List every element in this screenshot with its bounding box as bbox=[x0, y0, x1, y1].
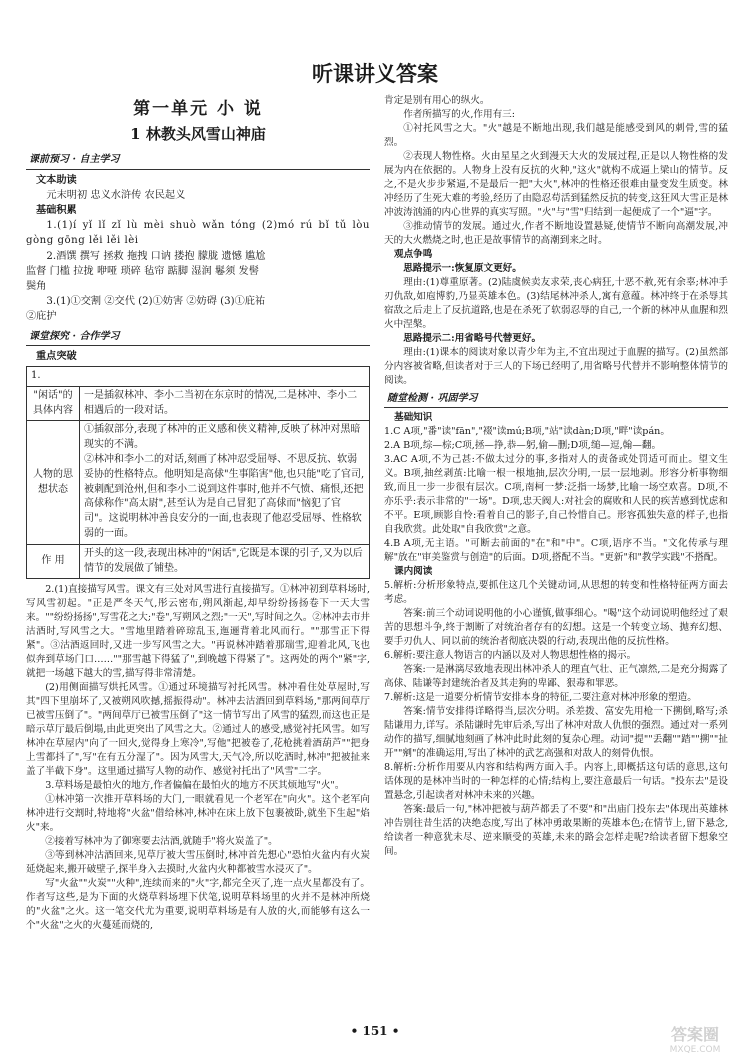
paragraph: ③等到林冲沽酒回来,见草厅被大雪压倒时,林冲首先想心"恐怕火盆内有火炭延烧起来,搬开破壁子,探半身入去摸时,火盆内火种都被雪水浸灭了"。 bbox=[26, 850, 370, 876]
paragraph: ②表现人物性格。火由星星之火到漫天大火的发展过程,正是以人物性格的发展为内在依据的。人物身上没有反抗的火种,"这火"就构不成逼上梁山的情节。反之,不是火步步紧逼,不是最后一把"大火",林冲的性格还很难由量变发生质变。林冲经历了生死大难的考验,经历了由隐忍苟活到猛然反抗的转变,这狂风大雪正是林冲波涛汹涌的内心世界的真实写照。"火"与"雪"归结到一起便成了一个"逼"字。 bbox=[384, 151, 728, 218]
answer-item: 4.B A项,无主语。"可断去前面的"在"和"中"。C项,语序不当。"文化传承与理解"放在"审美鉴赏与创造"的后面。D项,搭配不当。"更新"和"教学实践"不搭配。 bbox=[384, 538, 728, 563]
table-row bbox=[27, 367, 370, 387]
answer-item: 1.C A项,"番"读"fān","裰"读mú;B项,"站"读dàn;D项,"畔"读pán。 bbox=[384, 426, 670, 437]
watermark-text: 答案圈 bbox=[670, 1025, 720, 1044]
subheading-text-guide: 文本助读 bbox=[36, 173, 77, 186]
answer-item: 6.解析:要注意人物语言的内涵以及对人物思想性格的揭示。 bbox=[384, 650, 637, 661]
section-bar-preview bbox=[26, 152, 370, 169]
watermark-sub: MXQE.COM bbox=[669, 1045, 721, 1054]
paragraph: ①衬托风雪之大。"火"越是不断地出现,我们越是能感受到风的刺骨,雪的猛烈。 bbox=[384, 123, 728, 148]
answer-q3-line2: ②庇护 bbox=[26, 311, 57, 323]
answer-q2-line1: 2.酒馔 撰写 拯救 拖拽 口讷 搂抱 朦胧 遗憾 尴尬 bbox=[46, 250, 266, 262]
think-label-2: 思路提示二:用省略号代替更好。 bbox=[403, 333, 542, 344]
paragraph: ②接着写林冲为了御寒要去沽酒,就随手"将火炭盖了"。 bbox=[45, 836, 278, 848]
subheading-basics: 基础积累 bbox=[36, 204, 77, 217]
watermark-logo bbox=[650, 1022, 740, 1054]
answer-item: 答案:一是淋漓尽致地表现出林冲杀人的理直气壮、正气凛然,二是充分揭露了高俅、陆谦等封建统治者及其走狗的卑鄙、狠毒和罪恶。 bbox=[384, 664, 728, 689]
answer-item: 3.AC A项,不为己甚:不做太过分的事,多指对人的责备或处罚适可而止。望文生义。B项,抽丝剥茧:比喻一根一根地抽,层次分明,一层一层地剥。形容分析事物细致,而且一步一步很有层次。C项,南柯一梦:泛指一场梦,比喻一场空欢喜。D项,不亦乐乎:表示非常的"一场"。D项,忠天阀人:对社会的腐败和人民的疾苦感到忧虑和不平。E项,顾影自怜:看着自己的影子,自己怜惜自己。形容孤独失意的样子,也指自我欣赏。此处取"自我欣赏"之意。 bbox=[384, 454, 728, 535]
table-cell-key: 作 用 bbox=[27, 544, 80, 579]
paragraph: 3.草料场是最怕火的地方,作者偏偏在最怕火的地方不厌其烦地写"火"。 bbox=[45, 780, 345, 792]
unit-title: 第一单元 小 说 bbox=[133, 99, 263, 119]
table-cell-paragraph: ①插叙部分,表现了林冲的正义感和侠义精神,反映了林冲对黑暗现实的不满。 bbox=[84, 424, 361, 451]
left-column bbox=[26, 94, 370, 933]
table-row bbox=[27, 421, 370, 544]
paragraph: 写"火盆""火炭""火种",连续而来的"火"字,都完全灭了,连一点火星都没有了。作者写这些,是为下面的火烧草料场埋下伏笔,说明草料场里的火并不是林冲所烧的"火盆"之火。这一笔交代尤为重要,说明草料场是有人放的火,而能够有这么一个"火盆"之火的火蔓延而烧的, bbox=[26, 878, 370, 932]
answer-q1: 1.(1)í yǐ lǐ zǐ lù mèi shuò wǎn tóng (2)mó rú bǐ tǔ lòu gòng gōng lěi lěi lèi bbox=[26, 220, 370, 247]
answer-item: 2.A B项,综—棕;C项,拯—挣,恭—躬,偷—删;D项,缒—逗,翰—翻。 bbox=[384, 440, 662, 451]
section-bar-label: 课堂探究 · 合作学习 bbox=[29, 330, 120, 342]
subheading-basic-knowledge: 基础知识 bbox=[394, 412, 433, 423]
paragraph: ①林冲第一次推开草料场的大门,一眼就看见一个老军在"向火"。这个老军向林冲进行交割时,特地将"火盆"借给林冲,林冲在床上放下包裹被卧,就坐下生起"焰火"来。 bbox=[26, 794, 370, 834]
answer-item: 答案:最后一句,"林冲把被与葫芦都丢了不要"和"出庙门投东去"体现出英雄林冲告别往昔生活的决绝态度,写出了林冲勇敢果断的英雄本色;在情节上,留下悬念,给读者一种意犹未尽、逆来顺受的英雄,未来的路会怎样走呢?给读者留下想象空间。 bbox=[384, 804, 728, 857]
answer-item: 8.解析:分析作用要从内容和结构两方面入手。内容上,即概括这句话的意思,这句话体现的是林冲当时的一种怎样的心情;结构上,要注意最后一句话。"投东去"是设置悬念,引起读者对林冲未来的兴趣。 bbox=[384, 762, 728, 801]
paragraph: 理由:(1)课本的阅读对象以青少年为主,不宜出现过于血腥的描写。(2)虽然部分内容被省略,但读者对于三人的下场已经明了,用省略号代替并不影响整体情节的阅读。 bbox=[384, 347, 728, 386]
table-row bbox=[27, 544, 370, 579]
paragraph: 作者所描写的火,作用有三: bbox=[403, 109, 516, 120]
answer-q3-line1: 3.(1)①交割 ②交代 (2)①妨害 ②妨碍 (3)①庇祐 bbox=[46, 296, 266, 308]
section-bar-label: 课前预习 · 自主学习 bbox=[29, 154, 120, 166]
focus-table bbox=[26, 366, 370, 579]
answer-item: 7.解析:这是一道要分析情节安排本身的特征,二要注意对林冲形象的塑造。 bbox=[384, 692, 697, 703]
section-bar-test bbox=[384, 392, 728, 408]
page-header-title: 听课讲义答案 bbox=[312, 62, 438, 86]
subheading-focus: 重点突破 bbox=[36, 349, 77, 362]
right-column bbox=[384, 94, 728, 859]
section-bar-label: 随堂检测 · 巩固学习 bbox=[387, 393, 478, 404]
table-cell: 1. bbox=[27, 367, 370, 387]
table-cell-value: 一是插叙林冲、李小二当初在东京时的情况,二是林冲、李小二相遇后的一段对话。 bbox=[80, 386, 370, 421]
page-number: • 151 • bbox=[350, 1024, 400, 1038]
paragraph: ③推动情节的发展。通过火,作者不断地设置悬疑,使情节不断向高潮发展,冲天的大火燃烧之时,也正是故事情节的高潮到来之时。 bbox=[384, 221, 728, 246]
paragraph: 肯定是别有用心的纵火。 bbox=[384, 95, 490, 106]
section-bar-explore bbox=[26, 329, 370, 346]
answer-item: 5.解析:分析形象特点,要抓住这几个关键动词,从思想的转变和性格特征两方面去考虑。 bbox=[384, 580, 728, 605]
answer-q2-line3: 鬓角 bbox=[26, 281, 47, 293]
table-cell-paragraph: ②林冲和李小二的对话,刻画了林冲忍受屈辱、不思反抗、软弱妥协的性格特点。他明知是高俅"生事陷害"他,也只能"吃了官司,被刺配到沧州,但和李小二说到这件事时,他并不气愤、痛恨,还把高俅称作"高太尉",甚至认为是自己冒犯了高俅而"恼犯了官司"。这说明林冲善良安分的一面,也表现了他忍受屈辱、性格软弱的一面。 bbox=[84, 454, 365, 540]
answer-item: 答案:前三个动词说明他的小心谨慎,做事细心。"喝"这个动词说明他经过了艰苦的思想斗争,终于割断了对统治者存有的幻想。这是一个转变立场、抛弃幻想、要手刃仇人、同以前的统治者彻底决裂的行动,表现出他的反抗性格。 bbox=[384, 608, 728, 647]
table-row bbox=[27, 386, 370, 421]
table-cell-key: 人物的思想状态 bbox=[27, 421, 80, 544]
think-label-1: 思路提示一:恢复原文更好。 bbox=[403, 263, 522, 274]
lesson-title: 1 林教头风雪山神庙 bbox=[130, 125, 266, 144]
table-cell-key: "闲话"的具体内容 bbox=[27, 386, 80, 421]
subheading-viewpoint: 观点争鸣 bbox=[394, 249, 433, 260]
paragraph: 理由:(1)尊重原著。(2)陆虞候卖友求荣,丧心病狂,十恶不赦,死有余辜;林冲手刃仇敌,如庖博豹,乃显英雄本色。(3)结尾林冲杀人,寓有意蕴。林冲终于在杀辱其宿敌之后走上了反抗道路,也是在杀死了软弱忍辱的自己,一个新的林冲从血腥和烈火中涅槃。 bbox=[384, 277, 728, 330]
subheading-in-class: 课内阅读 bbox=[394, 566, 433, 577]
paragraph: (2)用侧面描写烘托风雪。①通过环境描写衬托风雪。林冲看住处草屋时,写其"四下里崩坏了,又被朔风吹撼,摇振得动"。林冲去沽酒回到草料场,"那两间草厅已被雪压倒了"。"两间草厅已被雪压倒了"这一情节写出了风雪的猛烈,而这也正是暗示草厅最后倒塌,由此更突出了风雪之大。②通过人的感受,感觉衬托风雪。如写林冲在草屋内"向了一回火,觉得身上寒冷",写他"把被卷了,花枪挑着酒葫芦""把身上雪都抖了",写"在有五分湿了"。因为风雪大,天气冷,所以吃酒时,林冲"把被扯来盖了半截下身"。这里通过描写人物的动作、感觉衬托出了"风雪"二字。 bbox=[26, 682, 370, 778]
answer-q2-line2: 监督 门槛 拉拢 咿哑 琐碎 毡帘 踮脚 湿润 鬈须 发髻 bbox=[26, 265, 259, 277]
table-cell-value bbox=[80, 421, 370, 544]
text-guide: 元末明初 忠义水浒传 农民起义 bbox=[46, 189, 186, 201]
answer-item: 答案:情节安排得详略得当,层次分明。杀差拨、富安先用枪一下搠倒,略写;杀陆谦用力,详写。杀陆谦时先审后杀,写出了林冲对敌人仇恨的强烈。通过对一系列动作的描写,细腻地刻画了林冲此时此刻的复杂心理。动词"提""丢翻""踏""搠""扯开""剜"的准确运用,写出了林冲的武艺高强和对敌人的刻骨仇恨。 bbox=[384, 706, 728, 759]
paragraph: 2.(1)直接描写风雪。课文有三处对风雪进行直接描写。①林冲初到草料场时,写风雪初起。"正是严冬天气,彤云密布,朔风渐起,却早纷纷扬扬卷下一天大雪来。""纷纷扬扬",写雪花之大;"卷",写朔风之烈;"一天",写时间之久。②林冲去市井沽酒时,写风雪之大。"雪地里踏着碎琼乱玉,迤逦背着北风而行。""那雪正下得紧"。③沽酒返回时,又进一步写风雪之大。"再说林冲踏着那瑞雪,迎着北风,飞也似奔到草场门口……""那雪越下得猛了",到晚越下得紧了"。这两处的两个"紧"字,就把一场越下越大的雪,描写得非常清楚。 bbox=[26, 584, 370, 680]
table-cell-value: 开头的这一段,表现出林冲的"闲话",它既是本课的引子,又为以后情节的发展做了铺垫。 bbox=[80, 544, 370, 579]
